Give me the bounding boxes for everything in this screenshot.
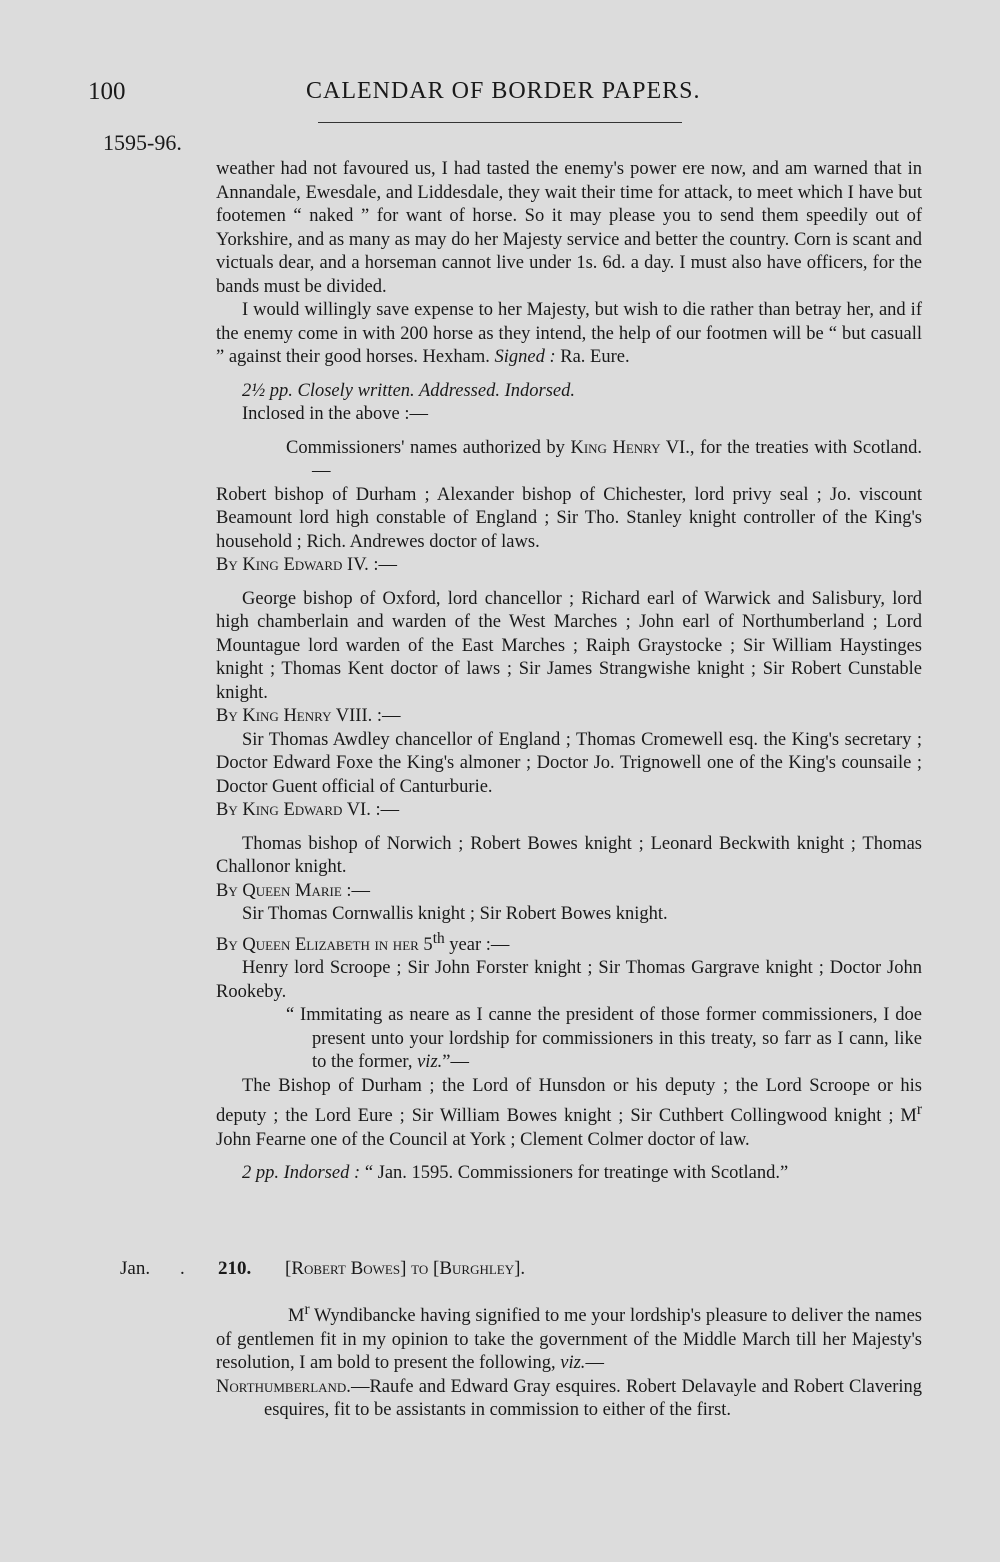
reign-heading: By King Edward VI. :— (216, 800, 400, 820)
reign-heading: By King Henry VIII. :— (216, 706, 401, 726)
page-header (88, 78, 928, 118)
entry-heading-row (0, 1258, 1000, 1288)
entry-body (216, 1298, 922, 1423)
paragraph: weather had not favoured us, I had tasted the enemy's power ere now, and am warned that in Annandale, Ewesdale, and Liddesdale, they wait their time for attack, to meet which I have but footemen “ naked ” for want of horse. So it may please you to send them speedily out of Yorkshire, and as many as may do her Majesty service and better the country. Corn is scant and victuals dear, and a horseman cannot live under 1s. 6d. a day. I must also have officers, for the bands must be divided. (216, 159, 922, 297)
paragraph: Northumberland.—Raufe and Edward Gray esquires. Robert Delavayle and Robert Clavering esquires, fit to be assistants in commission to either of the first. (216, 1376, 922, 1421)
document-body (216, 158, 922, 1186)
quotation: “ Immitating as neare as I canne the president of those former commissioners, I doe present unto your lordship for commissioners in this treaty, so farr as I cann, like to the former, viz.”— (286, 1005, 922, 1073)
proposed-commissioners: The Bishop of Durham ; the Lord of Hunsdon or his deputy ; the Lord Scroope or his deputy ; the Lord Eure ; Sir William Bowes knight ; Sir Cuthbert Collingwood knight ; $M^r$ John Fearne one of the Council at York ; Clement Colmer doctor of law. (216, 1075, 922, 1150)
reign-heading: By King Edward IV. :— (216, 555, 398, 575)
inclosure-line: Inclosed in the above :— (242, 404, 428, 424)
year-marginal: 1595-96. (103, 130, 182, 155)
names-elizabeth: Henry lord Scroope ; Sir John Forster knight ; Sir Thomas Gargrave knight ; Doctor John Rookeby. (216, 958, 922, 1002)
entry-date: Jan. (120, 1258, 151, 1279)
names-edward-iv: George bishop of Oxford, lord chancellor ; Richard earl of Warwick and Salisbury, lord high chamberlain and warden of the West Marches ; John earl of Northumberland ; Lord Mountague lord warden of the East Marches ; Raiph Graystocke ; Sir William Haystinges knight ; Thomas Kent doctor of laws ; Sir James Strangwishe knight ; Sir Robert Cunstable knight. (216, 588, 922, 703)
reign-heading: By Queen Elizabeth in her 5th year :— (216, 929, 510, 955)
names-henry-vi: Robert bishop of Durham ; Alexander bishop of Chichester, lord privy seal ; Jo. viscount Beamount lord high constable of England ; Sir Tho. Stanley knight controller of the King's household ; Rich. Andrewes doctor of laws. (216, 484, 922, 552)
entry-date-dot: . (180, 1258, 185, 1279)
document-note: 2 pp. Indorsed : “ Jan. 1595. Commissioners for treatinge with Scotland.” (242, 1163, 789, 1184)
page-number: 100 (88, 78, 126, 105)
running-title: CALENDAR OF BORDER PAPERS. (306, 78, 701, 104)
header-rule (318, 122, 682, 123)
document-note: 2½ pp. Closely written. Addressed. Indorsed. (242, 380, 575, 401)
names-edward-vi: Thomas bishop of Norwich ; Robert Bowes knight ; Leonard Beckwith knight ; Thomas Challonor knight. (216, 833, 922, 877)
entry-number: 210. (218, 1258, 252, 1279)
names-marie: Sir Thomas Cornwallis knight ; Sir Robert Bowes knight. (242, 904, 668, 924)
reign-heading: By Queen Marie :— (216, 880, 371, 901)
paragraph: I would willingly save expense to her Majesty, but wish to die rather than betray her, and if the enemy come in with 200 horse as they intend, the help of our footmen will be “ but casuall ” against their good horses. Hexham. Signed : Ra. Eure. (216, 300, 922, 367)
paragraph: $M^r$ Wyndibancke having signified to me your lordship's pleasure to deliver the names of gentlemen fit in my opinion to take the government of the Middle March till her Majesty's resolution, I am bold to present the following, viz.— (216, 1301, 922, 1374)
names-henry-viii: Sir Thomas Awdley chancellor of England ; Thomas Cromewell esq. the King's secretary ; Doctor Edward Foxe the King's almoner ; Doctor Jo. Trignowell one of the King's counsaile ; Doctor Guent official of Canturburie. (216, 729, 922, 797)
commissioners-heading: Commissioners' names authorized by King Henry VI., for the treaties with Scotland.— (286, 437, 923, 481)
entry-title: [Robert Bowes] to [Burghley]. (285, 1258, 526, 1279)
